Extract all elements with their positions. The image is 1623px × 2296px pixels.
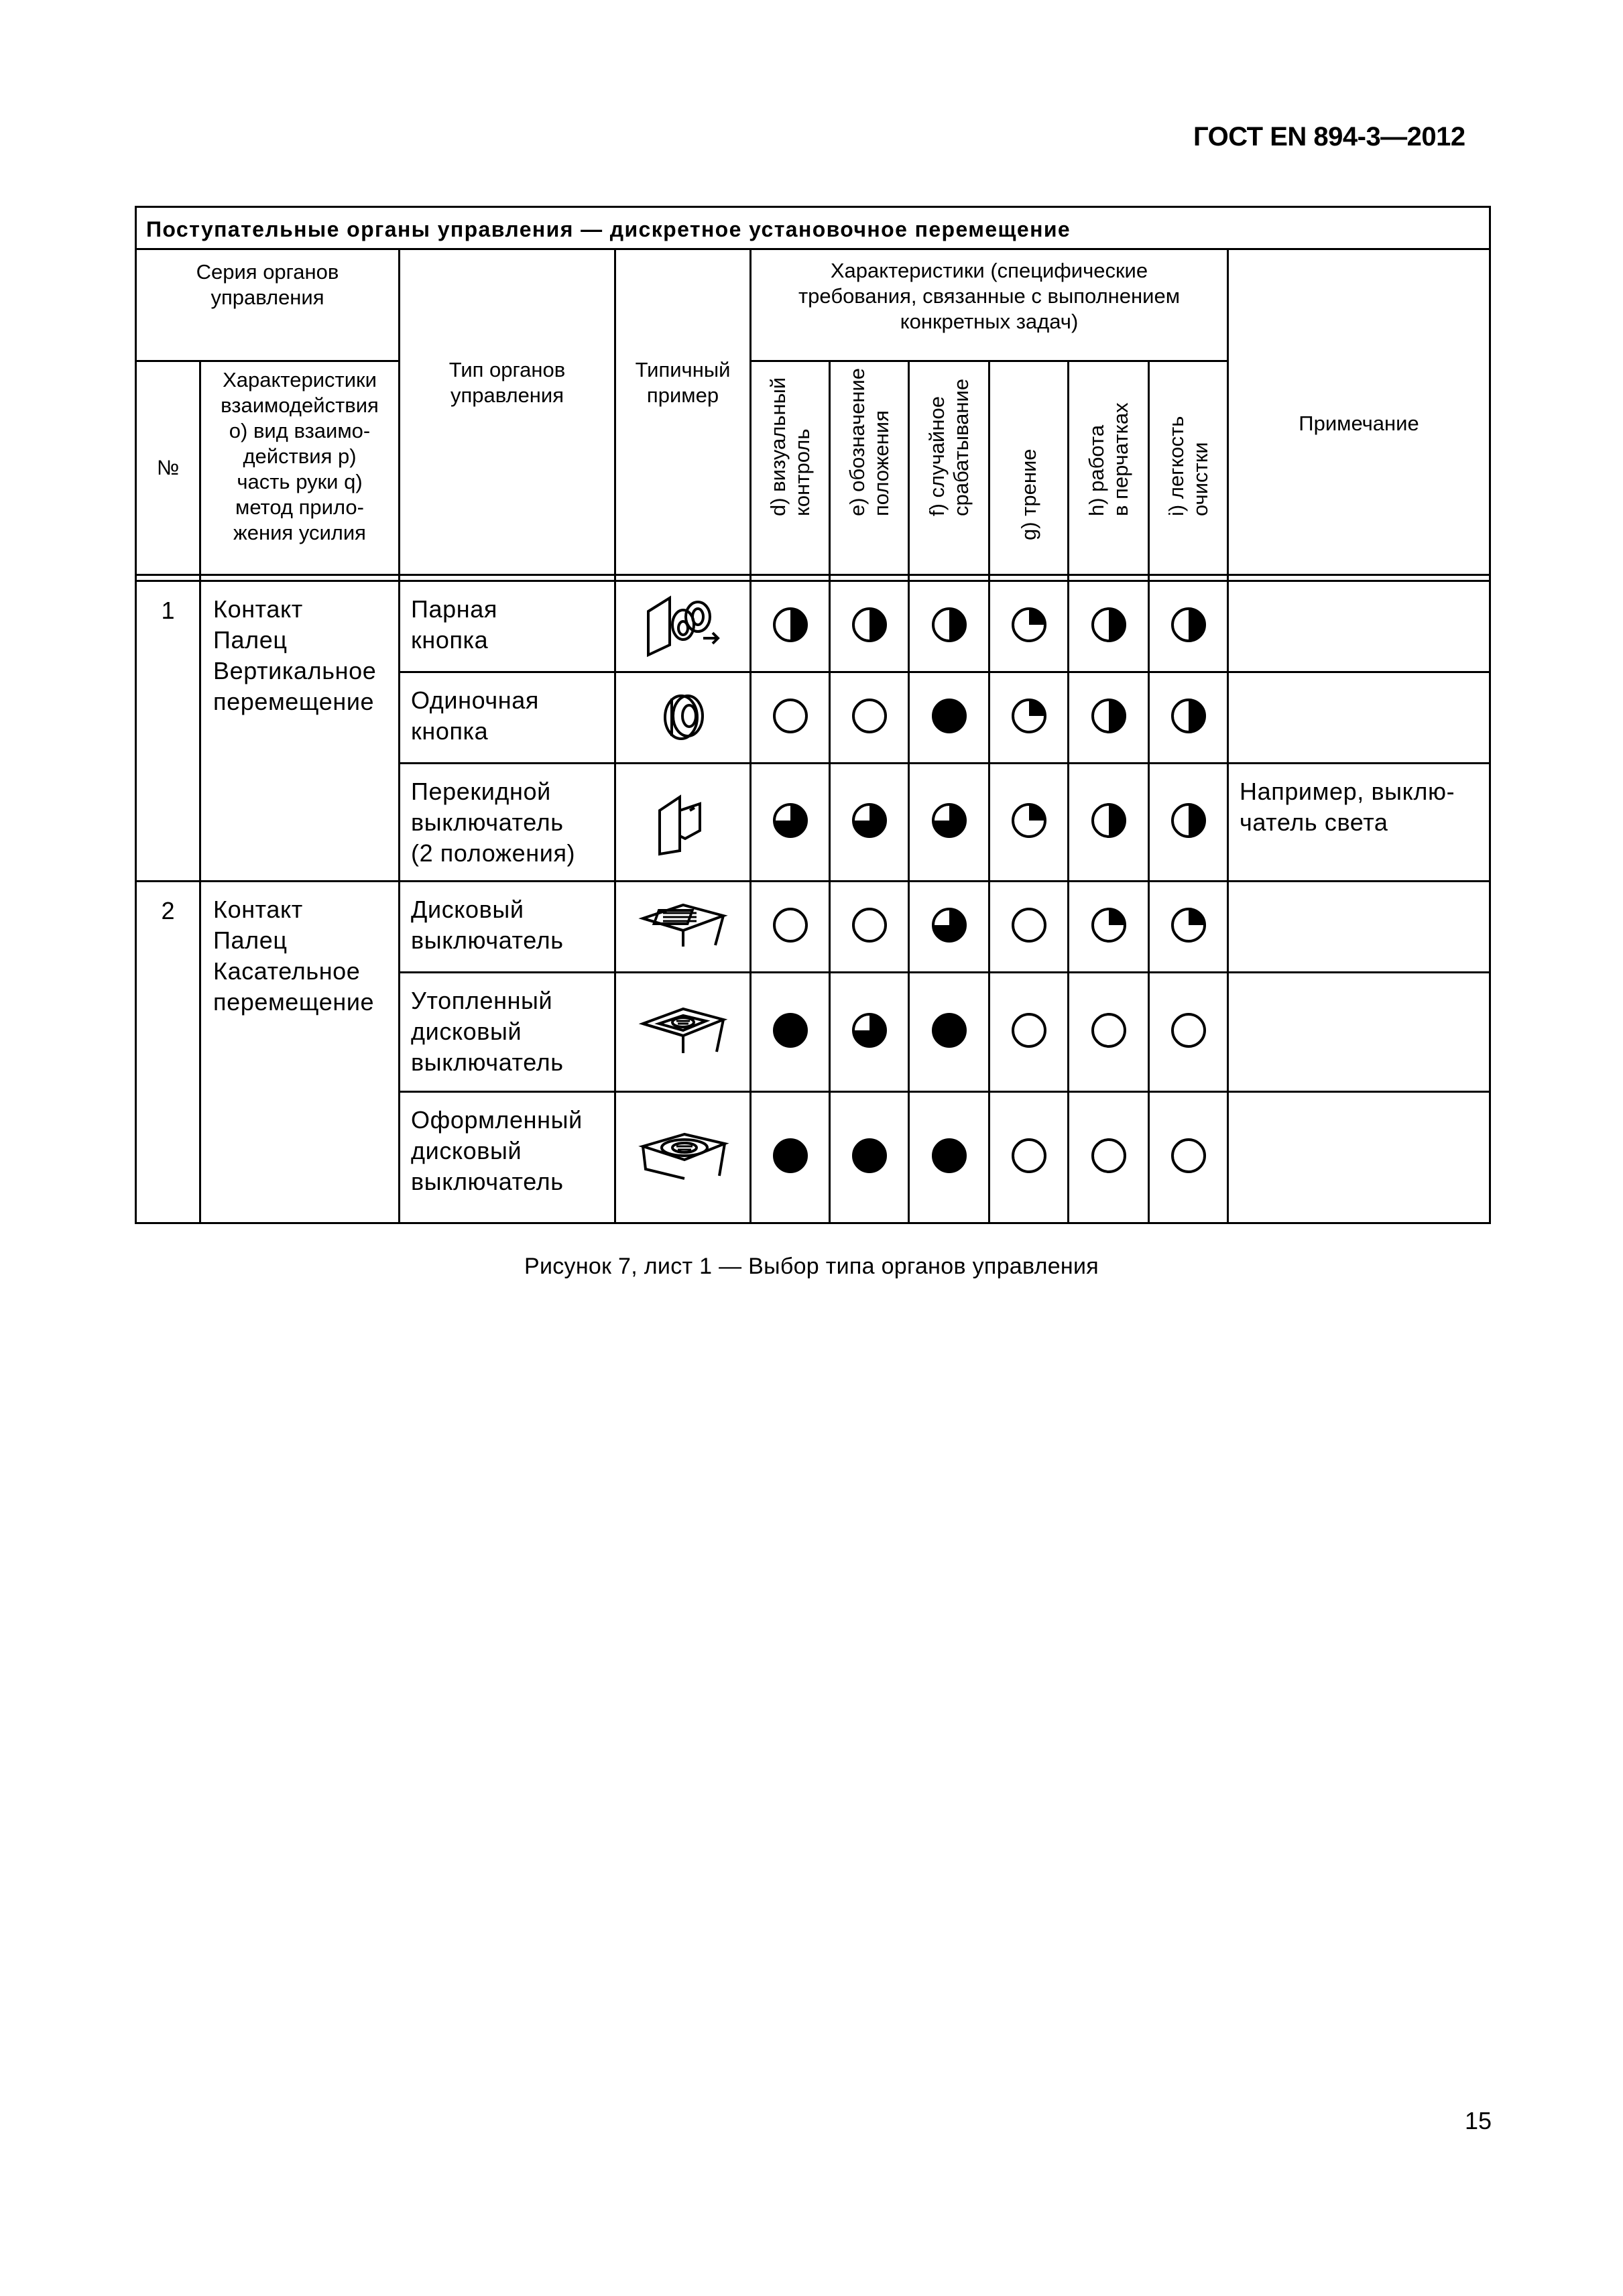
example-header: Типичный пример — [615, 249, 751, 575]
number-header: № — [136, 361, 200, 575]
rating-cell — [989, 973, 1069, 1092]
shrouded-thumbwheel-icon — [636, 1122, 730, 1193]
rating-mark-0-quarters — [1168, 1010, 1209, 1054]
rating-cell — [909, 672, 989, 764]
example-cell — [615, 1092, 751, 1223]
group-interaction: Контакт Палец Касательное перемещение — [200, 882, 400, 1223]
page-number: 15 — [1465, 2107, 1492, 2134]
rating-mark-3-quarters — [929, 800, 969, 844]
rating-cell — [830, 764, 909, 882]
rating-cell — [989, 764, 1069, 882]
rating-mark-0-quarters — [770, 696, 810, 739]
rating-cell — [909, 882, 989, 973]
note-cell — [1228, 882, 1490, 973]
note-cell — [1228, 672, 1490, 764]
rating-mark-2-quarters — [1168, 605, 1209, 648]
type-header: Тип органов управления — [400, 249, 615, 575]
note-cell: Например, выклю- чатель света — [1228, 764, 1490, 882]
note-header: Примечание — [1228, 249, 1490, 575]
rating-cell — [909, 581, 989, 672]
rating-cell — [989, 672, 1069, 764]
criterion-label: e) обозначение положения — [845, 367, 893, 516]
rating-mark-1-quarters — [1009, 605, 1049, 648]
thumbwheel-switch-icon — [636, 892, 730, 962]
group-number: 2 — [136, 882, 200, 1223]
table-row — [136, 882, 1490, 973]
rating-cell — [989, 882, 1069, 973]
rating-cell — [1149, 1092, 1228, 1223]
paired-button-icon — [643, 591, 723, 662]
series-header: Серия органов управления — [136, 249, 400, 361]
rating-mark-0-quarters — [849, 696, 890, 739]
figure-caption: Рисунок 7, лист 1 — Выбор типа органов управления — [524, 1254, 1099, 1279]
rating-cell — [830, 973, 909, 1092]
group-interaction: Контакт Палец Вертикальное перемещение — [200, 581, 400, 882]
rating-cell — [830, 1092, 909, 1223]
rating-mark-4-quarters — [929, 1010, 969, 1054]
rating-cell — [1069, 672, 1149, 764]
group-number: 1 — [136, 581, 200, 882]
example-cell — [615, 882, 751, 973]
rating-cell — [830, 672, 909, 764]
control-type: Оформленный дисковый выключатель — [400, 1092, 615, 1223]
rating-mark-2-quarters — [1089, 800, 1129, 844]
criterion-header-4 — [1069, 361, 1149, 575]
single-button-icon — [653, 682, 713, 753]
note-cell — [1228, 1092, 1490, 1223]
rating-cell — [751, 882, 830, 973]
criterion-label: f) случайное срабатывание — [924, 378, 973, 516]
note-cell — [1228, 973, 1490, 1092]
criterion-header-2 — [909, 361, 989, 575]
rating-cell — [1149, 581, 1228, 672]
rating-mark-0-quarters — [1089, 1010, 1129, 1054]
example-cell — [615, 581, 751, 672]
rating-cell — [1069, 581, 1149, 672]
rating-mark-3-quarters — [770, 800, 810, 844]
toggle-switch-icon — [653, 784, 713, 861]
note-cell — [1228, 581, 1490, 672]
rating-mark-4-quarters — [929, 1136, 969, 1179]
rating-cell — [1149, 672, 1228, 764]
rating-cell — [1069, 973, 1149, 1092]
rating-cell — [751, 581, 830, 672]
rating-mark-2-quarters — [1168, 696, 1209, 739]
rating-cell — [751, 1092, 830, 1223]
rating-cell — [989, 1092, 1069, 1223]
example-cell — [615, 973, 751, 1092]
rating-mark-0-quarters — [1089, 1136, 1129, 1179]
control-type: Дисковый выключатель — [400, 882, 615, 973]
example-cell — [615, 764, 751, 882]
rating-cell — [989, 581, 1069, 672]
rating-cell — [830, 882, 909, 973]
rating-mark-3-quarters — [849, 1010, 890, 1054]
selection-table — [135, 206, 1489, 1224]
rating-mark-0-quarters — [1009, 905, 1049, 949]
control-type: Перекидной выключатель (2 положения) — [400, 764, 615, 882]
rating-cell — [909, 1092, 989, 1223]
criterion-label: i) легкость очистки — [1164, 416, 1212, 516]
rating-cell — [751, 764, 830, 882]
rating-mark-3-quarters — [929, 905, 969, 949]
criterion-header-1 — [830, 361, 909, 575]
rating-mark-1-quarters — [1009, 800, 1049, 844]
rating-mark-1-quarters — [1089, 905, 1129, 949]
rating-cell — [1069, 764, 1149, 882]
rating-cell — [1149, 973, 1228, 1092]
rating-mark-2-quarters — [1089, 696, 1129, 739]
table-row — [136, 581, 1490, 672]
rating-cell — [909, 764, 989, 882]
criterion-header-3 — [989, 361, 1069, 575]
rating-mark-2-quarters — [770, 605, 810, 648]
criterion-header-5 — [1149, 361, 1228, 575]
rating-cell — [1149, 764, 1228, 882]
rating-cell — [830, 581, 909, 672]
rating-cell — [1149, 882, 1228, 973]
rating-mark-4-quarters — [770, 1136, 810, 1179]
rating-mark-4-quarters — [929, 696, 969, 739]
recessed-thumbwheel-icon — [636, 997, 730, 1067]
rating-mark-2-quarters — [1089, 605, 1129, 648]
rating-mark-0-quarters — [1168, 1136, 1209, 1179]
rating-cell — [751, 672, 830, 764]
criterion-label: d) визуальный контроль — [766, 377, 814, 516]
document-header: ГОСТ EN 894-3—2012 — [1193, 122, 1465, 152]
criterion-label: g) трение — [1016, 448, 1040, 540]
rating-mark-0-quarters — [770, 905, 810, 949]
rating-mark-2-quarters — [1168, 800, 1209, 844]
table-title: Поступательные органы управления — дискретное установочное перемещение — [136, 207, 1490, 249]
rating-cell — [1069, 1092, 1149, 1223]
rating-mark-1-quarters — [1168, 905, 1209, 949]
rating-mark-4-quarters — [849, 1136, 890, 1179]
rating-mark-0-quarters — [1009, 1010, 1049, 1054]
rating-mark-4-quarters — [770, 1010, 810, 1054]
example-cell — [615, 672, 751, 764]
rating-mark-2-quarters — [929, 605, 969, 648]
interaction-header: Характеристики взаимодействия o) вид взаимо- действия p) часть руки q) метод прило- жения усилия — [200, 361, 400, 575]
rating-cell — [909, 973, 989, 1092]
criterion-header-0 — [751, 361, 830, 575]
rating-mark-3-quarters — [849, 800, 890, 844]
criterion-label: h) работа в перчатках — [1084, 402, 1132, 516]
rating-cell — [751, 973, 830, 1092]
control-type: Парная кнопка — [400, 581, 615, 672]
rating-mark-2-quarters — [849, 605, 890, 648]
rating-mark-0-quarters — [1009, 1136, 1049, 1179]
rating-cell — [1069, 882, 1149, 973]
control-type: Утопленный дисковый выключатель — [400, 973, 615, 1092]
control-type: Одиночная кнопка — [400, 672, 615, 764]
rating-mark-0-quarters — [849, 905, 890, 949]
rating-mark-1-quarters — [1009, 696, 1049, 739]
characteristics-header: Характеристики (специфические требования, связанные с выполнением конкретных задач) — [751, 249, 1228, 361]
